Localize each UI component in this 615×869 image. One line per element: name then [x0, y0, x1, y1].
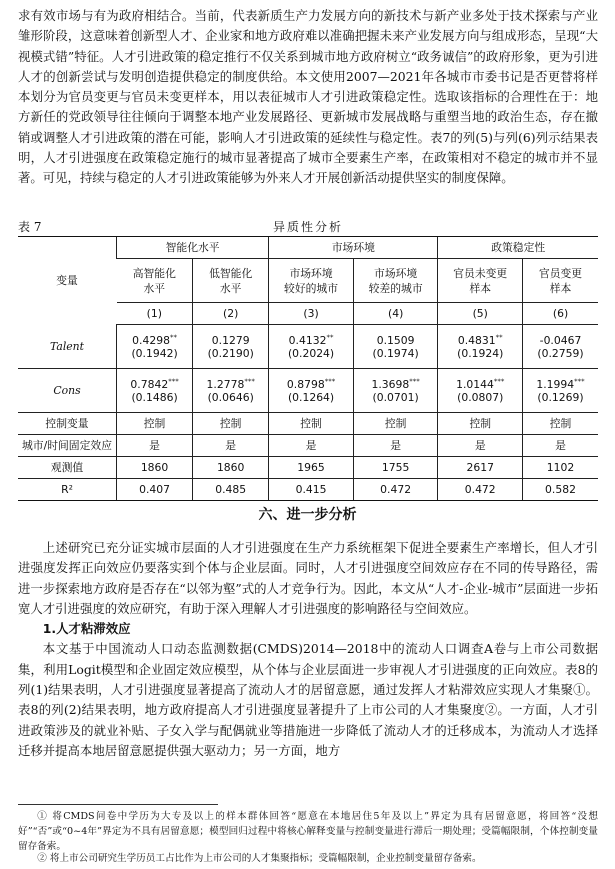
group-header-2: 市场环境 [269, 237, 438, 259]
subsection-paragraph: 本文基于中国流动人口动态监测数据(CMDS)2014—2018中的流动人口调查A卷与上市公司数据集，利用Logit模型和企业固定效应模型，从个体与企业层面进一步审视人才引进强度的正向效应。表8的列(1)结果表明，人才引进强度显著提高了流动人才的居留意愿，通过发挥人才粘滞效应实现人才集聚①。表8的列(2)结果表明，地方政府提高人才引进强度显著提升了上市公司的人才集聚度②。一方面，人才引进政策涉及的就业补贴、子女入学与配偶就业等措施进一步降低了流动人才的迁移成本，为流动人才选择迁移并提高本地居留意愿提供强大驱动力；另一方面，地方 [18, 641, 598, 758]
row-label-controls: 控制变量 [18, 413, 117, 435]
cons-cell: 0.8798*** (0.1264) [269, 369, 354, 413]
cons-cell: 1.1994*** (0.1269) [523, 369, 598, 413]
talent-cell: 0.1509 (0.1974) [353, 325, 438, 369]
table-cell: 1860 [117, 457, 193, 479]
row-label-fixed-effects: 城市/时间固定效应 [18, 435, 117, 457]
col-num: (6) [523, 303, 598, 325]
table-var-header: 变量 [18, 237, 117, 325]
subsection-title: 1.人才粘滞效应 [42, 621, 131, 637]
talent-cell: 0.1279 (0.2190) [193, 325, 269, 369]
table-cell: 控制 [438, 413, 523, 435]
table-cell: 控制 [353, 413, 438, 435]
row-label-cons: Cons [18, 369, 117, 413]
talent-cell: 0.4132** (0.2024) [269, 325, 354, 369]
table-cell: 是 [353, 435, 438, 457]
group-header-3: 政策稳定性 [438, 237, 598, 259]
table-cell: 控制 [523, 413, 598, 435]
table-cell: 0.415 [269, 479, 354, 501]
table-cell: 控制 [117, 413, 193, 435]
table-cell: 1860 [193, 457, 269, 479]
table-cell: 0.472 [438, 479, 523, 501]
table-cell: 2617 [438, 457, 523, 479]
table-cell: 控制 [269, 413, 354, 435]
subhead-5: 官员未变更 样本 [438, 259, 523, 303]
table-cell: 0.485 [193, 479, 269, 501]
row-label-talent: Talent [18, 325, 117, 369]
table-cell: 是 [523, 435, 598, 457]
intro-paragraph: 求有效市场与有为政府相结合。当前，代表新质生产力发展方向的新技术与新产业多处于技术探索与产业雏形阶段，这意味着创新型人才、企业家和地方政府难以准确把握未来产业发展方向与组成形态，呈现“大视模式错”特征。人才引进政策的稳定推行不仅关系到城市地方政府树立“政务诚信”的政府形象，更为引进人才的创新尝试与发明创造提供稳定的制度供给。本文使用2007—2021年各城市市委书记是否更替将样本划分为官员变更与官员未变更样本，用以表征城市人才引进政策稳定性。选取该指标的合理性在于：地方新任的党政领导往往倾向于调整本地产业发展路径、更新城市发展战略与重塑当地的政治生态，存在撤销或调整人才引进政策的潜在可能，影响人才引进政策的延续性与稳定性。表7的列(5)与列(6)列示结果表明，人才引进强度在政策稳定施行的城市显著提高了城市全要素生产率，在政策相对不稳定的城市并不显著。可见，持续与稳定的人才引进政策能够为外来人才开展创新活动提供坚实的制度保障。 [18, 8, 598, 186]
table-cell: 0.472 [353, 479, 438, 501]
section-title: 六、进一步分析 [258, 507, 357, 523]
subhead-1: 高智能化 水平 [117, 259, 193, 303]
table-cell: 是 [117, 435, 193, 457]
row-label-r2: R² [18, 479, 117, 501]
table-cell: 是 [193, 435, 269, 457]
cons-cell: 1.3698*** (0.0701) [353, 369, 438, 413]
table-cell: 是 [269, 435, 354, 457]
table-title: 异质性分析 [272, 220, 343, 234]
heterogeneity-table [18, 236, 598, 501]
subhead-4: 市场环境 较差的城市 [353, 259, 438, 303]
col-num: (1) [117, 303, 193, 325]
table-cell: 是 [438, 435, 523, 457]
col-num: (3) [269, 303, 354, 325]
intro-paragraph-block [18, 6, 598, 189]
table-cell: 0.582 [523, 479, 598, 501]
row-label-observations: 观测值 [18, 457, 117, 479]
table-cell: 1102 [523, 457, 598, 479]
talent-cell: 0.4831** (0.1924) [438, 325, 523, 369]
table-cell: 1755 [353, 457, 438, 479]
subhead-2: 低智能化 水平 [193, 259, 269, 303]
footnote-divider [18, 804, 218, 805]
subhead-6: 官员变更 样本 [523, 259, 598, 303]
section-paragraph: 上述研究已充分证实城市层面的人才引进强度在生产力系统框架下促进全要素生产率增长，但人才引进强度发挥正向效应仍要落实到个体与企业层面。同时，人才引进强度空间效应存在不同的传导路径，需进一步探索地方政府是否存在“以邻为壑”式的人才竞争行为。因此，本文从“人才-企业-城市”层面进一步拓宽人才引进强度的效应研究，有助于深入理解人才引进强度的影响路径与空间效应。 [18, 540, 598, 616]
col-num: (2) [193, 303, 269, 325]
talent-cell: 0.4298** (0.1942) [117, 325, 193, 369]
table-cell: 0.407 [117, 479, 193, 501]
cons-cell: 0.7842*** (0.1486) [117, 369, 193, 413]
cons-cell: 1.0144*** (0.0807) [438, 369, 523, 413]
table-label: 表 7 [18, 220, 42, 234]
section-paragraph-block [18, 538, 598, 761]
talent-cell: -0.0467 (0.2759) [523, 325, 598, 369]
footnote-2: ② 将上市公司研究生学历员工占比作为上市公司的人才集聚指标；受篇幅限制，企业控制变量留存备索。 [37, 853, 482, 864]
table-caption [18, 218, 598, 234]
table-cell: 控制 [193, 413, 269, 435]
footnote-1: ① 将CMDS问卷中学历为大专及以上的样本群体回答“愿意在本地居住5年及以上”界定为具有居留意愿，将回答“没想好”“否”或“0~4年”界定为不具有居留意愿；模型回归过程中将核心解释变量与控制变量进行滞后一期处理；受篇幅限制，个体控制变量留存备索。 [18, 811, 598, 852]
table-cell: 1965 [269, 457, 354, 479]
subhead-3: 市场环境 较好的城市 [269, 259, 354, 303]
col-num: (5) [438, 303, 523, 325]
group-header-1: 智能化水平 [117, 237, 269, 259]
cons-cell: 1.2778*** (0.0646) [193, 369, 269, 413]
col-num: (4) [353, 303, 438, 325]
